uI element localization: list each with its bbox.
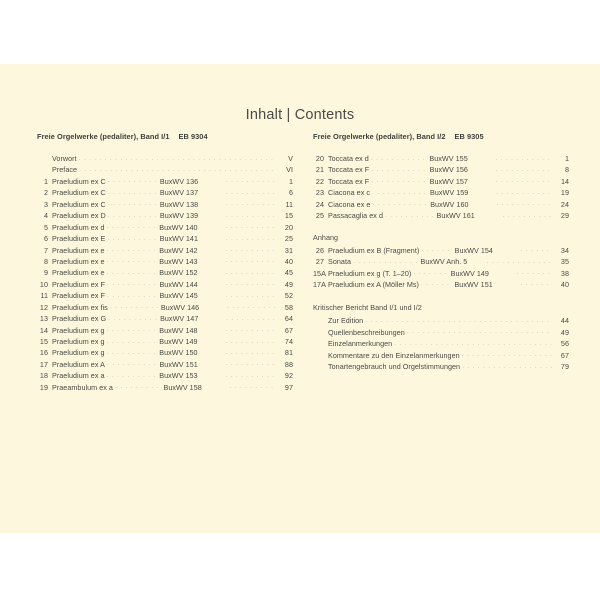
dot-leader (371, 174, 427, 185)
dot-leader (107, 357, 158, 368)
toc-row-page-number: 24 (560, 199, 569, 209)
dot-leader (107, 335, 158, 346)
toc-row-number: 16 (39, 348, 48, 358)
toc-row-catalogue-number: BuxWV 161 (436, 211, 475, 221)
toc-row-page-number: 6 (288, 188, 293, 198)
column-right-heading-text: Freie Orgelwerke (pedaliter), Band I/2 (313, 132, 446, 141)
front-matter-list (37, 153, 293, 176)
toc-row-title: Quellenbeschreibungen (328, 327, 405, 337)
toc-row-page-number: 67 (284, 325, 293, 335)
anhang-label: Anhang (313, 232, 339, 242)
column-right-heading (313, 132, 569, 141)
dot-leader (521, 243, 552, 254)
dot-leader (108, 186, 158, 197)
dot-leader (462, 348, 552, 359)
toc-row-page-number: 49 (560, 327, 569, 337)
toc-row-number: 23 (315, 188, 324, 198)
dot-leader (226, 174, 276, 185)
toc-row-catalogue-number: BuxWV 144 (159, 279, 198, 289)
dot-leader (496, 186, 552, 197)
toc-row-catalogue-number: BuxWV 159 (430, 188, 469, 198)
toc-row-page-number: 40 (284, 256, 293, 266)
toc-row-page-number: 58 (284, 302, 293, 312)
toc-row-page-number: VI (286, 165, 293, 175)
dot-leader (413, 266, 448, 277)
column-left-heading-code: EB 9304 (178, 132, 208, 141)
dot-leader (107, 289, 158, 300)
toc-row-number: 22 (315, 176, 324, 186)
dot-leader (225, 220, 276, 231)
toc-row-catalogue-number: BuxWV 151 (159, 359, 198, 369)
dot-leader (225, 346, 276, 357)
toc-row (313, 210, 569, 221)
dot-leader (107, 220, 158, 231)
bericht-label: Kritischer Bericht Band I/1 und I/2 (313, 303, 422, 313)
toc-row-catalogue-number: BuxWV 136 (159, 176, 199, 186)
dot-leader (107, 254, 158, 265)
toc-row-title: Praeludium ex D (52, 211, 106, 221)
toc-row-title: Ciacona ex c (328, 188, 371, 198)
toc-row-catalogue-number: BuxWV 138 (159, 199, 199, 209)
toc-row-catalogue-number: BuxWV 147 (160, 314, 199, 324)
toc-row-catalogue-number: BuxWV 139 (159, 211, 199, 221)
column-right-heading-code: EB 9305 (454, 132, 484, 141)
toc-row-title: Praeludium ex g (52, 325, 105, 335)
dot-leader (107, 369, 158, 380)
toc-row-page-number: 35 (560, 257, 569, 267)
toc-row-title: Praeludium ex C (52, 176, 106, 186)
toc-row-page-number: 19 (560, 188, 569, 198)
toc-row-number: 10 (39, 279, 48, 289)
toc-row-page-number: 74 (284, 337, 293, 346)
dot-leader (110, 300, 159, 311)
dot-leader (108, 312, 158, 323)
toc-row-number: 9 (43, 268, 48, 278)
toc-row-number: 5 (43, 222, 48, 232)
dot-leader (371, 163, 427, 174)
toc-row-catalogue-number: BuxWV 140 (159, 222, 198, 232)
toc-row-number: 11 (40, 291, 48, 301)
toc-row-number: 25 (315, 211, 324, 221)
dot-leader (79, 163, 276, 174)
dot-leader (487, 255, 552, 266)
dot-leader (107, 232, 157, 243)
toc-row-page-number: 56 (560, 339, 569, 349)
toc-row-page-number: 49 (284, 279, 293, 289)
toc-row-title: Kommentare zu den Einzelanmerkungen (328, 350, 460, 360)
toc-row-number: 26 (315, 245, 324, 255)
dot-leader (496, 174, 552, 185)
toc-row-page-number: 15 (284, 211, 293, 221)
toc-row-title: Toccata ex d (328, 154, 369, 163)
toc-row-catalogue-number: BuxWV 153 (159, 371, 198, 381)
left-entry-list (37, 176, 293, 393)
toc-row-title: Praeludium ex e (52, 256, 105, 266)
toc-row-page-number: 38 (560, 268, 569, 278)
dot-leader (365, 314, 552, 325)
toc-row-catalogue-number: BuxWV 156 (429, 165, 468, 175)
contents-column-left (37, 132, 293, 393)
contents-column-right (313, 132, 569, 373)
toc-row-number: 3 (43, 199, 48, 209)
toc-row-title: Preface (52, 165, 78, 175)
toc-row-title: Ciacona ex e (328, 199, 371, 209)
dot-leader (107, 323, 158, 334)
toc-row-page-number: 29 (560, 211, 569, 221)
dot-leader (502, 209, 552, 220)
toc-row-number: 24 (315, 199, 324, 209)
toc-row-number: 15 (39, 337, 48, 346)
toc-row-title: Praeludium ex g (52, 348, 105, 358)
toc-row-page-number: 25 (284, 234, 293, 244)
toc-row-page-number: 31 (284, 245, 293, 255)
toc-row-catalogue-number: BuxWV 142 (159, 245, 198, 255)
toc-row-number: 2 (43, 188, 48, 198)
toc-row (313, 361, 569, 372)
toc-row-title: Praeludium ex F (52, 291, 105, 301)
toc-row-title: Praeludium ex g (T. 1–20) (328, 268, 412, 278)
dot-leader (225, 243, 276, 254)
dot-leader (495, 152, 552, 163)
toc-row-page-number: 20 (284, 222, 293, 232)
dot-leader (225, 277, 276, 288)
toc-row-number: 17A (313, 279, 326, 289)
toc-row-number: 8 (43, 256, 48, 266)
dot-leader (108, 197, 158, 208)
anhang-entry-list (313, 245, 569, 291)
toc-row-title: Passacaglia ex d (328, 211, 383, 221)
toc-row-page-number: 79 (560, 362, 569, 372)
dot-leader (225, 323, 276, 334)
toc-row-number: 7 (43, 245, 48, 255)
toc-row (313, 279, 569, 290)
dot-leader (107, 277, 158, 288)
dot-leader (421, 277, 453, 288)
dot-leader (496, 163, 552, 174)
toc-row-catalogue-number: BuxWV 143 (159, 256, 198, 266)
right-entry-list (313, 153, 569, 222)
bericht-entry-list (313, 315, 569, 372)
toc-row-number: 1 (43, 176, 48, 186)
dot-leader (79, 152, 276, 163)
toc-row-catalogue-number: BuxWV 152 (159, 268, 198, 278)
toc-row-title: Praeludium ex F (52, 279, 105, 289)
dot-leader (225, 266, 276, 277)
dot-leader (226, 312, 276, 323)
toc-row-catalogue-number: BuxWV 141 (159, 234, 198, 244)
toc-row-catalogue-number: BuxWV 148 (159, 325, 198, 335)
toc-row-page-number: 67 (560, 350, 569, 360)
toc-row-title: Praeludium ex G (52, 314, 107, 324)
toc-row-title: Sonata (328, 257, 352, 267)
dot-leader (407, 325, 552, 336)
toc-row-page-number: 92 (284, 371, 293, 381)
toc-row-number: 18 (39, 371, 48, 381)
contents-columns (0, 64, 600, 533)
toc-row-page-number: 97 (284, 382, 293, 392)
dot-leader (496, 197, 552, 208)
dot-leader (226, 232, 276, 243)
dot-leader (520, 277, 552, 288)
toc-row-title: Praeludium ex E (52, 234, 106, 244)
toc-row-catalogue-number: BuxWV 157 (429, 176, 468, 186)
toc-row-catalogue-number: BuxWV 160 (430, 199, 469, 209)
toc-row-page-number: 1 (564, 154, 569, 163)
toc-row-title: Praeambulum ex a (52, 382, 113, 392)
dot-leader (225, 254, 276, 265)
toc-row (37, 382, 293, 393)
toc-row-number: 6 (43, 234, 48, 244)
dot-leader (115, 380, 162, 391)
toc-row-catalogue-number: BuxWV 145 (159, 291, 198, 301)
toc-row-number: 15A (313, 268, 326, 278)
column-left-heading (37, 132, 293, 141)
toc-row-catalogue-number: BuxWV 158 (163, 382, 202, 392)
toc-row-catalogue-number: BuxWV 150 (159, 348, 198, 358)
dot-leader (372, 197, 428, 208)
dot-leader (107, 243, 158, 254)
dot-leader (226, 197, 276, 208)
dot-leader (225, 369, 276, 380)
dot-leader (225, 289, 276, 300)
toc-row-catalogue-number: BuxWV 137 (159, 188, 199, 198)
toc-row-number: 13 (39, 314, 48, 324)
toc-row-title: Praeludium ex B (Fragment) (328, 245, 420, 255)
toc-row-title: Einzelanmerkungen (328, 339, 393, 349)
dot-leader (107, 346, 158, 357)
dot-leader (353, 255, 418, 266)
toc-row-page-number: 45 (284, 268, 293, 278)
dot-leader (385, 209, 435, 220)
dot-leader (225, 357, 276, 368)
toc-row-page-number: V (288, 154, 293, 163)
toc-row-page-number: 1 (288, 176, 293, 186)
toc-row-page-number: 34 (560, 245, 569, 255)
toc-row-title: Praeludium ex C (52, 199, 106, 209)
toc-row-page-number: 8 (564, 165, 570, 175)
toc-row-title: Tonartengebrauch und Orgelstimmungen (328, 362, 461, 372)
page-title: Inhalt | Contents (245, 107, 355, 123)
toc-row-page-number: 44 (560, 316, 569, 326)
dot-leader (394, 337, 552, 348)
toc-row-title: Praeludium ex d (52, 222, 105, 232)
toc-row-page-number: 64 (284, 314, 293, 324)
toc-row-number: 20 (315, 154, 324, 163)
dot-leader (226, 186, 276, 197)
dot-leader (371, 152, 428, 163)
toc-row-page-number: 11 (285, 199, 293, 209)
dot-leader (372, 186, 428, 197)
dot-leader (421, 243, 452, 254)
toc-row-title: Toccata ex F (328, 165, 370, 175)
column-left-heading-text: Freie Orgelwerke (pedaliter), Band I/1 (37, 132, 170, 141)
toc-row-catalogue-number: BuxWV Anh. 5 (420, 257, 468, 267)
toc-row-catalogue-number: BuxWV 149 (450, 268, 489, 278)
toc-row-page-number: 40 (560, 279, 569, 289)
toc-row-title: Praeludium ex e (52, 268, 105, 278)
toc-row-number: 19 (39, 382, 48, 392)
dot-leader (108, 174, 158, 185)
dot-leader (226, 209, 276, 220)
toc-row-number: 21 (315, 165, 324, 175)
toc-row-page-number: 52 (284, 291, 293, 301)
toc-row-title: Vorwort (52, 154, 77, 163)
toc-row-title: Praeludium ex A (52, 359, 105, 369)
dot-leader (229, 380, 276, 391)
toc-row-number: 17 (39, 359, 48, 369)
toc-row-catalogue-number: BuxWV 149 (159, 337, 198, 346)
dot-leader (227, 300, 276, 311)
toc-row-catalogue-number: BuxWV 154 (454, 245, 493, 255)
toc-row-title: Praeludium ex g (52, 337, 105, 346)
toc-row-catalogue-number: BuxWV 146 (160, 302, 200, 312)
dot-leader (517, 266, 552, 277)
toc-row-catalogue-number: BuxWV 151 (454, 279, 493, 289)
toc-row-title: Praeludium ex e (52, 245, 105, 255)
toc-row-catalogue-number: BuxWV 155 (429, 154, 468, 163)
toc-row-title: Praeludium ex C (52, 188, 106, 198)
toc-row-number: 27 (315, 257, 324, 267)
toc-row-title: Toccata ex F (328, 176, 370, 186)
toc-row-number: 4 (43, 211, 48, 221)
toc-row-number: 14 (39, 325, 48, 335)
toc-row-title: Zur Edition (328, 316, 364, 326)
toc-row-page-number: 81 (284, 348, 293, 358)
toc-row-number: 12 (39, 302, 48, 312)
toc-row-title: Praeludium ex A (Möller Ms) (328, 279, 419, 289)
toc-row-title: Praeludium ex a (52, 371, 105, 381)
dot-leader (108, 209, 158, 220)
dot-leader (107, 266, 158, 277)
dot-leader (462, 360, 552, 371)
book-page (0, 64, 600, 533)
toc-row-page-number: 14 (560, 176, 570, 186)
dot-leader (225, 335, 276, 346)
toc-row-title: Praeludium ex fis (52, 302, 108, 312)
toc-row-page-number: 88 (284, 359, 293, 369)
